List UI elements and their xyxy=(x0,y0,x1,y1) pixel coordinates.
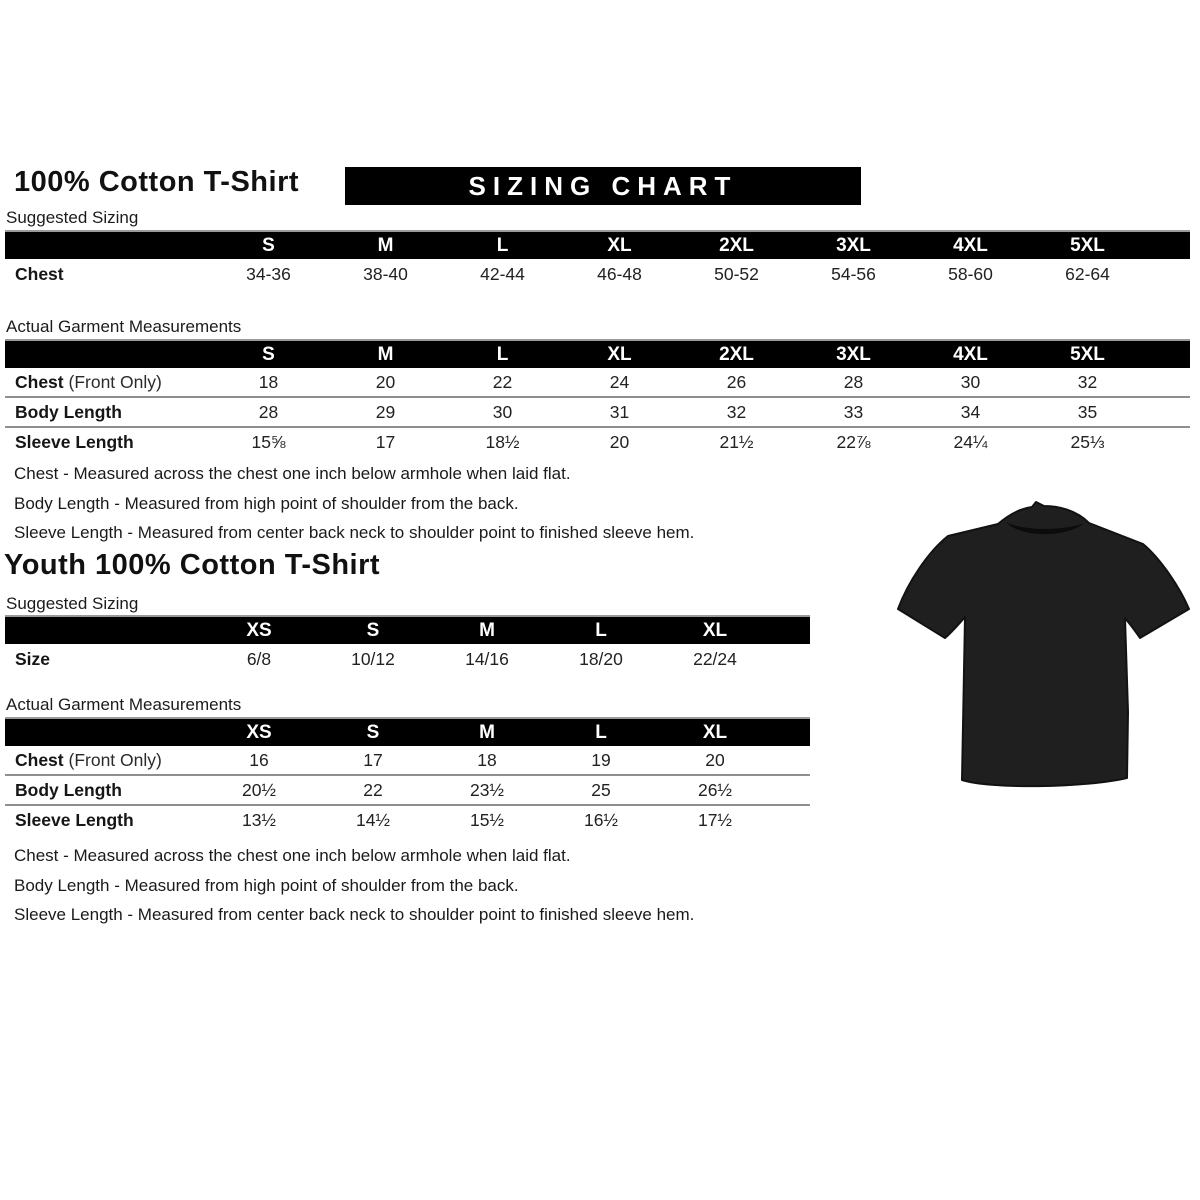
column-header: S xyxy=(210,340,327,368)
table-row xyxy=(5,775,810,805)
table-cell: 32 xyxy=(678,397,795,427)
column-header-spacer xyxy=(1146,340,1190,368)
table-row xyxy=(5,805,810,834)
column-header: M xyxy=(327,340,444,368)
youth-actual-measurements-table xyxy=(5,717,810,834)
adult-suggested-sizing-label: Suggested Sizing xyxy=(6,208,139,227)
table-cell: 14½ xyxy=(316,805,430,834)
table-cell: 54-56 xyxy=(831,264,876,284)
table-cell: 20 xyxy=(705,749,725,770)
table-cell: 38-40 xyxy=(363,264,408,284)
column-header: XS xyxy=(202,616,316,644)
table-cell: 26½ xyxy=(658,775,772,805)
note-line: Chest - Measured across the chest one inch below armhole when laid flat. xyxy=(14,846,571,865)
adult-measurement-notes xyxy=(14,459,694,548)
table-row xyxy=(5,746,810,775)
table-cell: 20 xyxy=(375,371,396,392)
table-cell: 58-60 xyxy=(948,264,993,284)
table-cell: 22/24 xyxy=(693,649,737,669)
table-cell: 15⅝ xyxy=(210,427,327,456)
table-cell: 35 xyxy=(1029,397,1146,427)
column-header: 2XL xyxy=(678,231,795,259)
column-header: M xyxy=(327,231,444,259)
table-cell: 16½ xyxy=(544,805,658,834)
column-header: 4XL xyxy=(912,231,1029,259)
column-header: M xyxy=(430,718,544,746)
table-cell: 22 xyxy=(492,371,513,392)
column-header: L xyxy=(444,231,561,259)
table-cell: 22⅞ xyxy=(795,427,912,456)
table-cell: 30 xyxy=(960,371,981,392)
youth-measurement-notes xyxy=(14,841,694,930)
table-header-row xyxy=(5,231,1190,259)
table-cell: 28 xyxy=(843,371,864,392)
column-header-blank xyxy=(5,718,202,746)
note-line: Sleeve Length - Measured from center back neck to shoulder point to finished sleeve hem. xyxy=(14,523,695,542)
table-cell-spacer xyxy=(772,746,810,775)
column-header: XL xyxy=(561,231,678,259)
row-label: Sleeve Length xyxy=(5,805,202,834)
table-cell: 31 xyxy=(561,397,678,427)
column-header: 3XL xyxy=(795,231,912,259)
table-cell: 13½ xyxy=(202,805,316,834)
table-cell-spacer xyxy=(1146,368,1190,397)
row-label: Sleeve Length xyxy=(5,427,210,456)
adult-actual-measurements-table xyxy=(5,339,1190,456)
column-header: 4XL xyxy=(912,340,1029,368)
table-cell: 25 xyxy=(544,775,658,805)
row-label: Chest (Front Only) xyxy=(15,371,162,392)
table-header-row xyxy=(5,616,810,644)
table-cell: 28 xyxy=(210,397,327,427)
column-header-blank xyxy=(5,231,210,259)
table-cell: 18/20 xyxy=(579,649,623,669)
sizing-chart-banner-label: SIZING CHART xyxy=(468,170,738,201)
table-cell: 18 xyxy=(477,749,497,770)
column-header: L xyxy=(544,718,658,746)
column-header: 2XL xyxy=(678,340,795,368)
table-cell: 29 xyxy=(327,397,444,427)
table-cell: 17 xyxy=(327,427,444,456)
table-cell: 62-64 xyxy=(1065,264,1110,284)
column-header-blank xyxy=(5,340,210,368)
table-row xyxy=(5,368,1190,397)
tshirt-collar-shape xyxy=(1006,522,1084,534)
table-cell: 21½ xyxy=(678,427,795,456)
column-header: S xyxy=(316,718,430,746)
table-cell: 17½ xyxy=(658,805,772,834)
column-header: L xyxy=(444,340,561,368)
table-cell: 15½ xyxy=(430,805,544,834)
table-row xyxy=(5,427,1190,456)
table-header-row xyxy=(5,718,810,746)
adult-title: 100% Cotton T-Shirt xyxy=(14,166,300,198)
table-cell: 25⅓ xyxy=(1029,427,1146,456)
table-cell-spacer xyxy=(772,644,810,675)
table-row xyxy=(5,397,1190,427)
row-label: Body Length xyxy=(5,397,210,427)
column-header-spacer xyxy=(772,718,810,746)
table-cell: 24¼ xyxy=(912,427,1029,456)
note-line: Body Length - Measured from high point of shoulder from the back. xyxy=(14,493,519,513)
table-cell: 32 xyxy=(1077,371,1098,392)
column-header: 5XL xyxy=(1029,231,1146,259)
note-line: Body Length - Measured from high point of shoulder from the back. xyxy=(14,875,519,895)
table-cell: 34-36 xyxy=(246,264,291,284)
youth-title: Youth 100% Cotton T-Shirt xyxy=(4,549,381,581)
table-cell: 20½ xyxy=(202,775,316,805)
table-cell: 14/16 xyxy=(465,649,509,669)
table-cell: 17 xyxy=(363,749,383,770)
table-cell: 26 xyxy=(726,371,747,392)
column-header: M xyxy=(430,616,544,644)
table-cell: 33 xyxy=(795,397,912,427)
table-cell: 19 xyxy=(591,749,611,770)
black-tshirt-svg xyxy=(892,482,1198,807)
table-cell: 50-52 xyxy=(714,264,759,284)
youth-suggested-sizing-label: Suggested Sizing xyxy=(6,594,139,613)
table-cell: 30 xyxy=(444,397,561,427)
table-cell: 23½ xyxy=(430,775,544,805)
table-cell-spacer xyxy=(1146,427,1190,456)
youth-actual-measurements-label: Actual Garment Measurements xyxy=(6,695,242,714)
note-line: Sleeve Length - Measured from center back neck to shoulder point to finished sleeve hem. xyxy=(14,905,695,924)
adult-suggested-sizing-table xyxy=(5,230,1190,290)
table-cell: 16 xyxy=(249,749,269,770)
table-cell: 24 xyxy=(609,371,630,392)
column-header: XS xyxy=(202,718,316,746)
sizing-chart-banner xyxy=(345,167,861,205)
table-cell: 18½ xyxy=(444,427,561,456)
column-header-blank xyxy=(5,616,202,644)
table-cell-spacer xyxy=(772,805,810,834)
table-row xyxy=(5,644,810,675)
table-header-row xyxy=(5,340,1190,368)
table-cell-spacer xyxy=(1146,259,1190,290)
table-cell: 6/8 xyxy=(246,649,272,669)
column-header: XL xyxy=(658,616,772,644)
row-label: Chest xyxy=(15,264,64,284)
column-header: S xyxy=(210,231,327,259)
table-cell: 34 xyxy=(912,397,1029,427)
row-label: Chest (Front Only) xyxy=(15,749,162,770)
note-line: Chest - Measured across the chest one inch below armhole when laid flat. xyxy=(14,464,571,483)
row-label: Body Length xyxy=(5,775,202,805)
column-header: XL xyxy=(561,340,678,368)
adult-actual-measurements-label: Actual Garment Measurements xyxy=(6,317,242,336)
column-header: 5XL xyxy=(1029,340,1146,368)
table-cell-spacer xyxy=(1146,397,1190,427)
column-header: S xyxy=(316,616,430,644)
column-header: 3XL xyxy=(795,340,912,368)
black-tshirt-image xyxy=(892,482,1198,807)
table-cell: 20 xyxy=(561,427,678,456)
table-cell: 22 xyxy=(316,775,430,805)
column-header-spacer xyxy=(772,616,810,644)
tshirt-body-shape xyxy=(898,502,1189,786)
youth-suggested-sizing-table xyxy=(5,615,810,675)
table-cell: 46-48 xyxy=(597,264,642,284)
table-cell-spacer xyxy=(772,775,810,805)
row-label: Size xyxy=(15,649,51,669)
table-row xyxy=(5,259,1190,290)
column-header-spacer xyxy=(1146,231,1190,259)
column-header: L xyxy=(544,616,658,644)
table-cell: 18 xyxy=(258,371,279,392)
column-header: XL xyxy=(658,718,772,746)
table-cell: 42-44 xyxy=(480,264,525,284)
table-cell: 10/12 xyxy=(351,649,395,669)
